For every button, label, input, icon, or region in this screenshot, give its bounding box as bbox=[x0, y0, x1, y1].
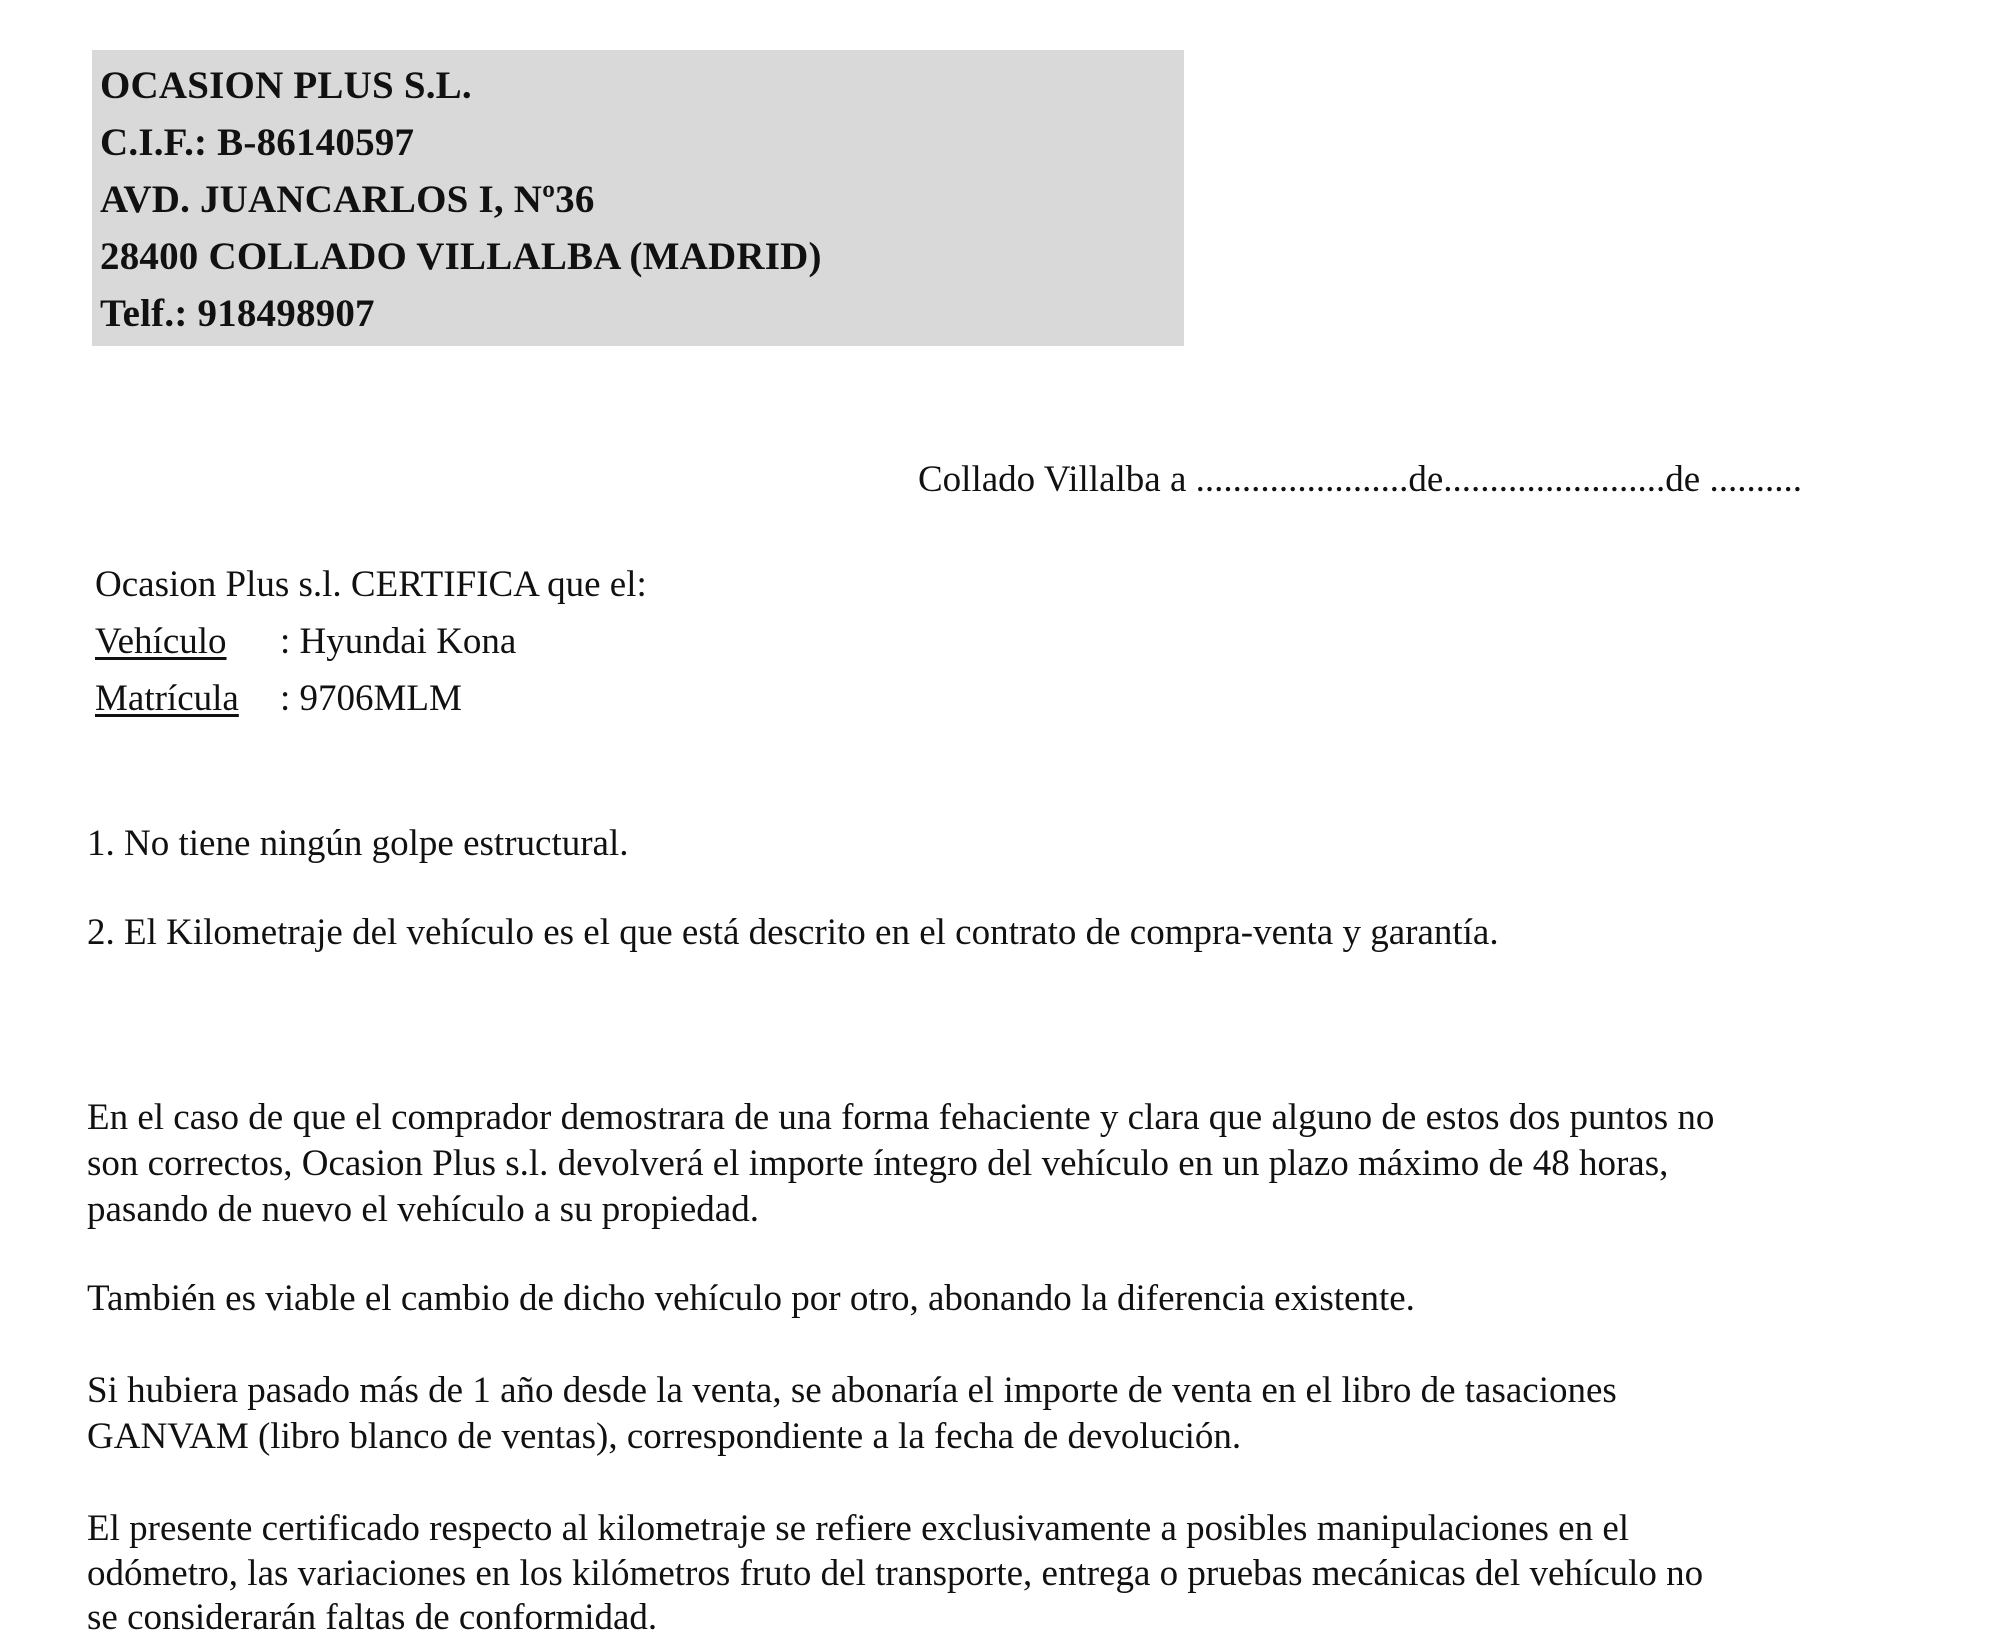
company-name: OCASION PLUS S.L. bbox=[100, 64, 472, 107]
paragraph-line: son correctos, Ocasion Plus s.l. devolverá el importe íntegro del vehículo en un plazo máximo de 48 horas, bbox=[87, 1143, 1669, 1184]
vehicle-label: Vehículo bbox=[95, 621, 227, 662]
paragraph-line: También es viable el cambio de dicho vehículo por otro, abonando la diferencia existente. bbox=[87, 1278, 1415, 1319]
vehicle-value: : Hyundai Kona bbox=[280, 621, 517, 662]
company-cif: C.I.F.: B-86140597 bbox=[100, 121, 415, 164]
date-line: Collado Villalba a .......................de........................de .......... bbox=[918, 459, 1802, 500]
paragraph-line: pasando de nuevo el vehículo a su propiedad. bbox=[87, 1189, 759, 1230]
paragraph-line: GANVAM (libro blanco de ventas), correspondiente a la fecha de devolución. bbox=[87, 1416, 1242, 1457]
plate-label: Matrícula bbox=[95, 678, 239, 719]
paragraph-line: En el caso de que el comprador demostrara de una forma fehaciente y clara que alguno de estos dos puntos no bbox=[87, 1097, 1715, 1138]
point-2: 2. El Kilometraje del vehículo es el que está descrito en el contrato de compra-venta y garantía. bbox=[87, 912, 1499, 953]
paragraph-line: Si hubiera pasado más de 1 año desde la venta, se abonaría el importe de venta en el libro de tasaciones bbox=[87, 1370, 1617, 1411]
paragraph-line: se considerarán faltas de conformidad. bbox=[87, 1597, 658, 1638]
paragraph-line: El presente certificado respecto al kilometraje se refiere exclusivamente a posibles manipulaciones en el bbox=[87, 1508, 1630, 1549]
company-phone: Telf.: 918498907 bbox=[100, 292, 375, 335]
paragraph-line: odómetro, las variaciones en los kilómetros fruto del transporte, entrega o pruebas mecánicas del vehículo no bbox=[87, 1553, 1704, 1594]
company-city: 28400 COLLADO VILLALBA (MADRID) bbox=[100, 235, 822, 278]
company-address: AVD. JUANCARLOS I, Nº36 bbox=[100, 178, 595, 221]
point-1: 1. No tiene ningún golpe estructural. bbox=[87, 823, 629, 864]
certify-intro: Ocasion Plus s.l. CERTIFICA que el: bbox=[95, 564, 647, 605]
plate-value: : 9706MLM bbox=[280, 678, 462, 719]
